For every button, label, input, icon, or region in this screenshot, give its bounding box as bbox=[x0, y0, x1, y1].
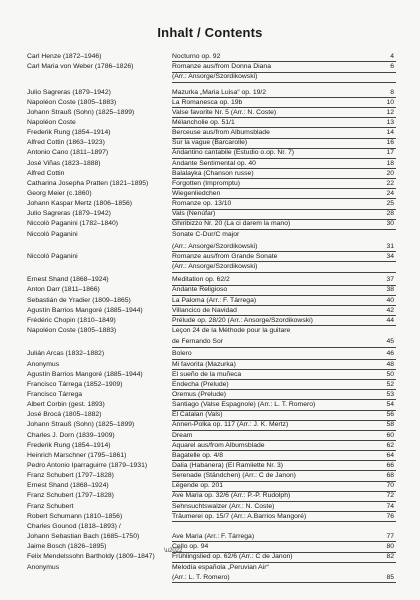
page-number: 48 bbox=[386, 360, 394, 368]
composer-name: Niccolò Paganini (1782–1840) bbox=[27, 220, 119, 228]
page-number: 6 bbox=[390, 63, 394, 71]
composer-name: Antonio Cano (1811–1897) bbox=[27, 149, 109, 157]
page-number: 30 bbox=[386, 220, 394, 228]
page-number: 70 bbox=[386, 482, 394, 490]
divider-line bbox=[172, 272, 396, 273]
divider-line bbox=[172, 440, 396, 441]
piece-title: Mélancholie op. 51/1 bbox=[172, 118, 235, 126]
piece-title: Forgotten (Impromptu) bbox=[172, 179, 240, 187]
piece-title: Träumerei op. 15/7 (Arr.: A.Barrios Mangoré) bbox=[172, 512, 307, 520]
piece-title: Santiago (Valse Espagnole) (Arr.: L. T. Romero) bbox=[172, 401, 316, 409]
page-number: 64 bbox=[386, 451, 394, 459]
divider-line bbox=[172, 552, 396, 553]
composer-name: Johann Strauß (Sohn) (1825–1899) bbox=[27, 421, 135, 429]
piece-title: El Catalan (Vals) bbox=[172, 411, 223, 419]
composer-name: Francisco Tárrega (1852–1909) bbox=[27, 380, 123, 388]
page-number: 53 bbox=[386, 390, 394, 398]
page-number: 10 bbox=[386, 98, 394, 106]
piece-title: Serenade (Ständchen) (Arr.: C de Janon) bbox=[172, 472, 296, 480]
page-number: 20 bbox=[386, 169, 394, 177]
piece-title: Mi favorita (Mazurka) bbox=[172, 360, 236, 368]
page-number: 18 bbox=[386, 159, 394, 167]
page-number: 46 bbox=[386, 350, 394, 358]
page-number: 50 bbox=[386, 370, 394, 378]
divider-line bbox=[172, 460, 396, 461]
piece-title: Wiegenliedchen bbox=[172, 190, 221, 198]
composer-name: Heinrich Marschner (1795–1861) bbox=[27, 451, 127, 459]
piece-title: Frühlingslied op. 62/6 (Arr.: C de Janon) bbox=[172, 553, 293, 561]
piece-title: Aquarel aus/from Albumsblade bbox=[172, 441, 265, 449]
composer-name: Frederik Rung (1854–1914) bbox=[27, 441, 111, 449]
piece-title: Meditation op. 62/2 bbox=[172, 276, 230, 284]
page-number: 14 bbox=[386, 129, 394, 137]
divider-line bbox=[172, 481, 396, 482]
composer-name: Carl Maria von Weber (1786–1826) bbox=[27, 63, 134, 71]
divider-line bbox=[172, 430, 396, 431]
composer-name: Julio Sagreras (1879–1942) bbox=[27, 88, 111, 96]
divider-line bbox=[172, 229, 396, 230]
piece-title: Légende op. 201 bbox=[172, 482, 224, 490]
divider-line bbox=[172, 562, 396, 563]
divider-line bbox=[172, 541, 396, 542]
piece-title: Andante Sentimental op. 40 bbox=[172, 159, 256, 167]
composer-name: Franz Schubert (1797–1828) bbox=[27, 472, 114, 480]
divider-line bbox=[172, 188, 396, 189]
composer-name: Johann Kaspar Mertz (1806–1856) bbox=[27, 200, 133, 208]
piece-title: Mazurka „Maria Luisa“ op. 19/2 bbox=[172, 88, 267, 96]
piece-title: (Arr.: L. T. Romero) bbox=[172, 573, 230, 581]
page-number: 66 bbox=[386, 462, 394, 470]
composer-name: Albert Corbin (gest. 1893) bbox=[27, 401, 105, 409]
piece-title: (Arr.: Ansorge/Szordikowski) bbox=[172, 73, 258, 81]
composer-name: Charles J. Dorn (1839–1909) bbox=[27, 431, 115, 439]
page-number: 74 bbox=[386, 502, 394, 510]
page-number: 40 bbox=[386, 296, 394, 304]
composer-name: Jaime Bosch (1826–1895) bbox=[27, 543, 107, 551]
piece-title: Nocturno op. 92 bbox=[172, 53, 221, 60]
composer-name: Napoléon Coste (1805–1883) bbox=[27, 327, 117, 335]
piece-title: de Fernando Sor bbox=[172, 338, 224, 346]
composer-name: Johann Strauß (Sohn) (1825–1899) bbox=[27, 108, 135, 116]
composer-name: Anonymus bbox=[27, 563, 60, 571]
divider-line bbox=[172, 261, 396, 262]
page-title: Inhalt / Contents bbox=[157, 25, 263, 40]
divider-line bbox=[172, 219, 396, 220]
divider-line bbox=[172, 305, 396, 306]
composer-name: Carl Henze (1872–1946) bbox=[27, 53, 102, 60]
divider-line bbox=[172, 410, 396, 411]
piece-title: Vals (Nenúfar) bbox=[172, 210, 216, 218]
page-number: 56 bbox=[386, 411, 394, 419]
page-mark: \u2022 bbox=[164, 548, 183, 554]
piece-title: Valse favorite Nr. 5 (Arr.: N. Coste) bbox=[172, 108, 277, 116]
composer-name: Julián Arcas (1832–1882) bbox=[27, 350, 105, 358]
composer-name: Franz Schubert bbox=[27, 502, 74, 510]
composer-name: Anton Darr (1811–1866) bbox=[27, 286, 100, 294]
composer-name: Agustín Barrios Mangoré (1885–1944) bbox=[27, 306, 143, 314]
divider-line bbox=[172, 325, 396, 326]
piece-title: La Romanesca op. 19b bbox=[172, 98, 243, 106]
piece-title: Andantino cantabile (Estudio o.op. Nr. 7) bbox=[172, 149, 295, 157]
page-number: 34 bbox=[386, 252, 394, 260]
page-number: 42 bbox=[386, 306, 394, 314]
composer-name: Niccolò Paganini bbox=[27, 252, 78, 260]
divider-line bbox=[172, 107, 396, 108]
divider-line bbox=[172, 511, 396, 512]
divider-line bbox=[172, 369, 396, 370]
divider-line bbox=[172, 198, 396, 199]
divider-line bbox=[172, 420, 396, 421]
divider-line bbox=[172, 285, 396, 286]
divider-line bbox=[172, 82, 396, 83]
divider-line bbox=[172, 501, 396, 502]
piece-title: Ave Maria (Arr.: F. Tárrega) bbox=[172, 533, 255, 541]
divider-line bbox=[172, 251, 396, 252]
divider-line bbox=[172, 138, 396, 139]
piece-title: Ave Maria op. 32/6 (Arr.: P.-P. Rudolph) bbox=[172, 492, 291, 500]
composer-name: Frederik Rung (1854–1914) bbox=[27, 129, 111, 137]
composer-name: José Brocá (1805–1882) bbox=[27, 411, 102, 419]
divider-line bbox=[172, 347, 396, 348]
page-number: 24 bbox=[386, 190, 394, 198]
page-number: 58 bbox=[386, 421, 394, 429]
composer-name: Francisco Tárrega bbox=[27, 390, 83, 398]
divider-line bbox=[172, 399, 396, 400]
piece-title: Leçon 24 de la Méthode pour la guitare bbox=[172, 327, 291, 335]
page-number: 60 bbox=[386, 431, 394, 439]
page-number: 80 bbox=[386, 543, 394, 551]
piece-title: La Paloma (Arr.: F. Tárrega) bbox=[172, 296, 257, 304]
divider-line bbox=[172, 97, 396, 98]
composer-name: Ernest Shand (1868–1924) bbox=[27, 482, 109, 490]
composer-name: Napoléon Coste (1805–1883) bbox=[27, 98, 117, 106]
composer-name: Alfred Cottin (1863–1923) bbox=[27, 139, 105, 147]
page-number: 37 bbox=[386, 276, 394, 284]
piece-title: Dalia (Habanera) (El Ramilette Nr. 3) bbox=[172, 462, 284, 470]
piece-title: Sehnsuchtswalzer (Arr.: N. Coste) bbox=[172, 502, 275, 510]
page-number: 38 bbox=[386, 286, 394, 294]
piece-title: Oremus (Prelude) bbox=[172, 390, 227, 398]
composer-name: Agustín Barrios Mangoré (1885–1944) bbox=[27, 370, 143, 378]
composer-name: Charles Gounod (1818–1893) / bbox=[27, 522, 121, 530]
piece-title: Sonate C-Dur/C major bbox=[172, 230, 240, 238]
divider-line bbox=[172, 295, 396, 296]
page-number: 31 bbox=[386, 242, 394, 250]
piece-title: El sueño de la muñeca bbox=[172, 370, 242, 378]
page-number: 28 bbox=[386, 210, 394, 218]
piece-title: Sur la vague (Barcarolle) bbox=[172, 139, 248, 147]
piece-title: Annen-Polka op. 117 (Arr.: J. K. Mertz) bbox=[172, 421, 289, 429]
piece-title: Dream bbox=[172, 431, 193, 439]
page-number: 76 bbox=[386, 512, 394, 520]
divider-line bbox=[172, 450, 396, 451]
page-number: 8 bbox=[390, 88, 394, 96]
divider-line bbox=[172, 521, 396, 522]
page-number: 44 bbox=[386, 316, 394, 324]
page-number: 13 bbox=[386, 118, 394, 126]
page-number: 25 bbox=[386, 200, 394, 208]
page-number: 45 bbox=[386, 338, 394, 346]
page-number: 82 bbox=[386, 553, 394, 561]
divider-line bbox=[172, 158, 396, 159]
composer-name: Robert Schumann (1810–1856) bbox=[27, 512, 123, 520]
piece-title: Ghiribizzo Nr. 20 (La ci darem la mano) bbox=[172, 220, 291, 228]
divider-line bbox=[172, 209, 396, 210]
piece-title: Romanze aus/from Grande Sonate bbox=[172, 252, 278, 260]
composer-name: Niccolò Paganini bbox=[27, 230, 78, 238]
divider-line bbox=[172, 359, 396, 360]
divider-line bbox=[172, 168, 396, 169]
divider-line bbox=[172, 178, 396, 179]
piece-title: Villancico de Navidad bbox=[172, 306, 237, 314]
divider-line bbox=[172, 117, 396, 118]
page-number: 85 bbox=[386, 573, 394, 581]
page-number: 17 bbox=[386, 149, 394, 157]
piece-title: Berceuse aus/from Albumsblade bbox=[172, 129, 270, 137]
divider-line bbox=[172, 127, 396, 128]
page-number: 68 bbox=[386, 472, 394, 480]
composer-name: Catharina Josepha Pratten (1821–1895) bbox=[27, 179, 149, 187]
divider-line bbox=[172, 61, 396, 62]
piece-title: Cello op. 94 bbox=[172, 543, 209, 551]
divider-line bbox=[172, 72, 396, 73]
composer-name: Anonymus bbox=[27, 360, 60, 368]
page-number: 77 bbox=[386, 533, 394, 541]
composer-name: Georg Meier (c.1860) bbox=[27, 190, 92, 198]
page-number: 52 bbox=[386, 380, 394, 388]
composer-name: Napoléon Coste bbox=[27, 118, 76, 126]
composer-name: Sebastián de Yradier (1809–1865) bbox=[27, 296, 131, 304]
piece-title: Andante Religioso bbox=[172, 286, 228, 294]
divider-line bbox=[172, 389, 396, 390]
piece-title: Melodía española „Peruvian Air“ bbox=[172, 563, 269, 571]
piece-title: Endecha (Prelude) bbox=[172, 380, 229, 388]
divider-line bbox=[172, 148, 396, 149]
page-number: 62 bbox=[386, 441, 394, 449]
divider-line bbox=[172, 491, 396, 492]
page-number: 72 bbox=[386, 492, 394, 500]
piece-title: Romanze aus/from Donna Diana bbox=[172, 63, 271, 71]
page-number: 12 bbox=[386, 108, 394, 116]
divider-line bbox=[172, 379, 396, 380]
piece-title: Prélude op. 28/20 (Arr.: Ansorge/Szordikowski) bbox=[172, 316, 313, 324]
page-number: 4 bbox=[390, 53, 394, 60]
page-number: 54 bbox=[386, 401, 394, 409]
piece-title: (Arr.: Ansorge/Szordikowski) bbox=[172, 263, 258, 271]
divider-line bbox=[172, 470, 396, 471]
composer-name: Julio Sagreras (1879–1942) bbox=[27, 210, 111, 218]
composer-name: Johann Sebastian Bach (1685–1750) bbox=[27, 533, 140, 541]
piece-title: Balalayka (Chanson russe) bbox=[172, 169, 254, 177]
piece-title: Bagatelle op. 4/8 bbox=[172, 451, 224, 459]
divider-line bbox=[172, 315, 396, 316]
piece-title: (Arr.: Ansorge/Szordikowski) bbox=[172, 242, 258, 250]
composer-name: Felix Mendelssohn Bartholdy (1809–1847) bbox=[27, 553, 155, 561]
composer-name: Ernest Shand (1868–1924) bbox=[27, 276, 109, 284]
composer-name: José Viñas (1823–1888) bbox=[27, 159, 101, 167]
page-number: 16 bbox=[386, 139, 394, 147]
piece-title: Romanze op. 13/10 bbox=[172, 200, 232, 208]
divider-line bbox=[172, 582, 396, 583]
piece-title: Bolero bbox=[172, 350, 192, 358]
page-number: 22 bbox=[386, 179, 394, 187]
composer-name: Frédéric Chopin (1810–1849) bbox=[27, 316, 116, 324]
composer-name: Pedro Antonio Iparraguirre (1879–1931) bbox=[27, 462, 148, 470]
composer-name: Franz Schubert (1797–1828) bbox=[27, 492, 114, 500]
composer-name: Alfred Cottin bbox=[27, 169, 65, 177]
